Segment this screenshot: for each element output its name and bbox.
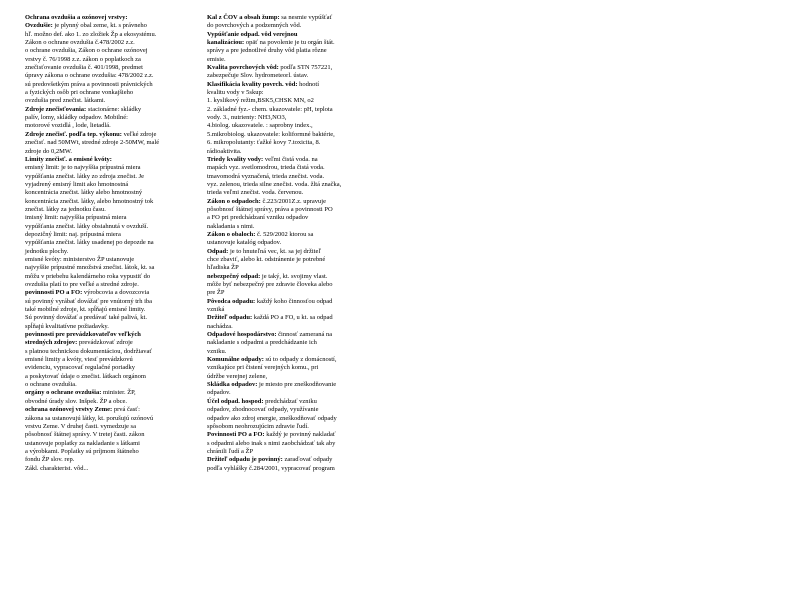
body-text: hľadiska ŽP bbox=[207, 264, 239, 272]
left-column-line bbox=[25, 465, 205, 473]
body-text: úpravy zákona o ochrane ovzdušia: 478/2002 z.z. bbox=[25, 72, 154, 80]
term-heading: povinnosti PO a FO: bbox=[25, 289, 83, 297]
left-text-column bbox=[25, 14, 205, 482]
body-text: pôsobnosť štátnej správy. V tretej časti. zákon bbox=[25, 431, 145, 439]
right-column-line bbox=[207, 72, 387, 80]
right-column-line bbox=[207, 273, 387, 281]
body-text: 6. mikropolutanty: ťažké kovy 7.toxicita, 8. bbox=[207, 139, 321, 147]
left-column-line bbox=[25, 331, 205, 339]
body-text: a výrobkami. Poplatky sú príjmom štátneho bbox=[25, 447, 139, 455]
left-column-line bbox=[25, 131, 205, 139]
left-column-line bbox=[25, 114, 205, 122]
body-text: predchádzať vzniku bbox=[263, 397, 317, 405]
right-column-line bbox=[207, 156, 387, 164]
left-column-line bbox=[25, 139, 205, 147]
body-text: prevádzkovať zdroje bbox=[77, 339, 133, 347]
left-column-line bbox=[25, 148, 205, 156]
body-text: je taký, kt. svojimy vlast. bbox=[260, 272, 328, 280]
body-text: spĺňajú kvalitatívne požiadavky. bbox=[25, 322, 109, 330]
body-text: Sú povinný dovážať a predávať také palivá, kt. bbox=[25, 314, 147, 322]
right-column-line bbox=[207, 47, 387, 55]
left-column-line bbox=[25, 223, 205, 231]
right-column-line bbox=[207, 406, 387, 414]
body-text: ustanovuje poplatky za nakladanie s látkami bbox=[25, 439, 140, 447]
left-column-line bbox=[25, 206, 205, 214]
body-text: chce zbaviť, alebo kt. odstránenie je potrebné bbox=[207, 255, 326, 263]
body-text: kvalitu vody v 5skup: bbox=[207, 89, 264, 97]
term-heading: Zákon o obaloch: bbox=[207, 230, 256, 238]
right-column-line bbox=[207, 131, 387, 139]
body-text: ovzdušia pred znečist. látkami. bbox=[25, 97, 106, 105]
body-text: vyz. zelenou, trieda silne znečist. voda. žltá značka, bbox=[207, 180, 342, 188]
body-text: fondu ŽP slov. rep. bbox=[25, 456, 75, 464]
term-heading: Zákon o odpadoch: bbox=[207, 197, 261, 205]
right-column-line bbox=[207, 381, 387, 389]
body-text: zákona sa ustanovujú látky, kt. porušujú ozónovú bbox=[25, 414, 154, 422]
right-column-line bbox=[207, 97, 387, 105]
term-heading: Ochrana ovzdušia a ozónovej vrstvy: bbox=[25, 14, 128, 21]
body-text: mapách vyz. svetlomodrou, trieda čistá voda. bbox=[207, 164, 325, 172]
left-column-line bbox=[25, 22, 205, 30]
left-column-line bbox=[25, 97, 205, 105]
right-column-line bbox=[207, 264, 387, 272]
body-text: správy a pre jednotlivé druhy vôd platia rôzne bbox=[207, 47, 327, 55]
left-column-line bbox=[25, 231, 205, 239]
right-column-line bbox=[207, 198, 387, 206]
left-column-line bbox=[25, 298, 205, 306]
right-column-line bbox=[207, 364, 387, 372]
right-column-line bbox=[207, 323, 387, 331]
body-text: Zákl. charakterist. vôd... bbox=[25, 464, 89, 472]
body-text: je plynný obal zeme, kt. s právneho bbox=[52, 22, 147, 30]
body-text: 4.biolog. ukazovatele. : saprobny index., bbox=[207, 122, 313, 130]
body-text: chránili ľudí a ŽP bbox=[207, 447, 254, 455]
body-text: Zákon o ochrane ovzdušia č.478/2002 z.z. bbox=[25, 39, 135, 47]
left-column-line bbox=[25, 122, 205, 130]
body-text: emisie. bbox=[207, 55, 226, 63]
term-heading: Klasifikácia kvality povrch. vôd: bbox=[207, 80, 298, 88]
body-text: nakladanie s odpadmi a predchádzanie ich bbox=[207, 339, 317, 347]
term-heading: Kal z ČOV a obsah žump: bbox=[207, 14, 280, 21]
right-column-line bbox=[207, 339, 387, 347]
term-heading: nebezpečný odpad: bbox=[207, 272, 261, 280]
right-column-line bbox=[207, 81, 387, 89]
body-text: výrobcovia a dovozcovia bbox=[82, 289, 150, 297]
body-text: podľa vyhlášky č.284/2001, vypracovať program bbox=[207, 464, 335, 472]
right-column-line bbox=[207, 356, 387, 364]
left-column-line bbox=[25, 81, 205, 89]
body-text: trieda veľmi znečist. voda. červenou. bbox=[207, 189, 304, 197]
body-text: emisné limity a kvóty, viesť prevádzkovú bbox=[25, 356, 133, 364]
body-text: podľa STN 757221, bbox=[278, 64, 333, 72]
body-text: do povrchových a podzemných vôd. bbox=[207, 22, 302, 30]
body-text: s platnou technickou dokumentáciou, dodržiavať bbox=[25, 347, 153, 355]
right-column-line bbox=[207, 164, 387, 172]
body-text: vrstvy č. 76/1998 z.z. zákon o poplatkoch za bbox=[25, 55, 141, 63]
body-text: 5.mikrobiolog. ukazovatele: koliformné baktérie, bbox=[207, 130, 335, 138]
body-text: každý koho činnosťou odpad bbox=[255, 297, 333, 305]
right-column-line bbox=[207, 448, 387, 456]
left-column-line bbox=[25, 281, 205, 289]
term-heading: Skládka odpadov: bbox=[207, 381, 258, 389]
right-column-line bbox=[207, 214, 387, 222]
left-column-line bbox=[25, 39, 205, 47]
left-column-line bbox=[25, 314, 205, 322]
body-text: tmavomodrá vyznačená, trieda znečist. voda. bbox=[207, 172, 325, 180]
left-column-line bbox=[25, 239, 205, 247]
body-text: č.223/2001Z.z. upravuje bbox=[260, 197, 326, 205]
body-text: a poskytovať údaje o znečist. látkach orgánom bbox=[25, 372, 146, 380]
left-column-line bbox=[25, 72, 205, 80]
term-heading: Limity znečisť. a emisné kvóty: bbox=[25, 155, 112, 163]
right-column-line bbox=[207, 248, 387, 256]
body-text: znečisť. nad 50MWt, stredné zdroje 2-50MW, malé bbox=[25, 139, 160, 147]
left-column-line bbox=[25, 89, 205, 97]
left-column-line bbox=[25, 440, 205, 448]
left-column-line bbox=[25, 248, 205, 256]
term-heading: Pôvodca odpadu: bbox=[207, 297, 256, 305]
left-column-line bbox=[25, 256, 205, 264]
right-column-line bbox=[207, 415, 387, 423]
right-column-line bbox=[207, 398, 387, 406]
body-text: hodnotí bbox=[297, 80, 320, 88]
left-column-line bbox=[25, 173, 205, 181]
term-heading: Zdroje znečisťovania: bbox=[25, 105, 87, 113]
body-text: emisný limit: je to najvyššia prípustná miera bbox=[25, 164, 141, 172]
term-heading: povinnosti pre prevádzkovateľov veľkých bbox=[25, 331, 141, 339]
body-text: je to hnuteľná vec, kt. sa jej držiteľ bbox=[228, 247, 321, 255]
body-text: vypúšťania znečist. látky zo zdroja znečist. Je bbox=[25, 172, 145, 180]
left-column-line bbox=[25, 389, 205, 397]
body-text: rádioaktivita. bbox=[207, 147, 242, 155]
left-column-line bbox=[25, 14, 205, 22]
left-column-line bbox=[25, 47, 205, 55]
term-heading: ochrana ozónovej vrstvy Zeme: bbox=[25, 406, 113, 414]
left-column-line bbox=[25, 423, 205, 431]
right-column-line bbox=[207, 31, 387, 39]
body-text: emisné kvóty: ministerstvo ŽP ustanovuje bbox=[25, 255, 135, 263]
body-text: ovzdušia platí to pre veľké a stredné zdroje. bbox=[25, 281, 139, 288]
body-text: prvá časť: bbox=[112, 406, 140, 414]
body-text: depozičný limit: naj. prípustná miera bbox=[25, 230, 121, 238]
left-column-line bbox=[25, 323, 205, 331]
body-text: motorové vozidlá , lode, lietadlá. bbox=[25, 122, 111, 130]
body-text: činnosť zameraná na bbox=[276, 331, 333, 339]
left-column-line bbox=[25, 456, 205, 464]
right-column-line bbox=[207, 440, 387, 448]
right-column-line bbox=[207, 298, 387, 306]
left-column-line bbox=[25, 189, 205, 197]
left-column-line bbox=[25, 306, 205, 314]
term-heading: Odpadové hospodárstvo: bbox=[207, 331, 277, 339]
body-text: hľ. možno def. ako 1. zo zložiek Žp a ekosystému. bbox=[25, 30, 157, 38]
body-text: môže byť nebezpečný pre zdravie človeka alebo bbox=[207, 281, 333, 288]
left-column-line bbox=[25, 406, 205, 414]
body-text: 2. základné fyz.- chem. ukazovatele: pH, teplota bbox=[207, 105, 333, 113]
body-text: vody. 3., nutrienty: NH3,NO3, bbox=[207, 114, 287, 122]
right-column-line bbox=[207, 114, 387, 122]
body-text: nakladania s nimi. bbox=[207, 222, 255, 230]
body-text: 1. kyslikový režim,BSK5,CHSK MN, o2 bbox=[207, 97, 314, 105]
body-text: nachádza. bbox=[207, 322, 233, 330]
body-text: vypúšťania znečist. látky usadenej po depozde na bbox=[25, 239, 154, 247]
right-column-line bbox=[207, 314, 387, 322]
body-text: koncentrácia znečist. látky, alebo hmotnostný tok bbox=[25, 197, 154, 205]
left-column-line bbox=[25, 289, 205, 297]
right-column-line bbox=[207, 231, 387, 239]
body-text: o ochrane ovzdušia. bbox=[25, 381, 77, 389]
right-column-line bbox=[207, 348, 387, 356]
body-text: vznikajúce pri čistení verejných komu., pri bbox=[207, 364, 319, 372]
body-text: jednotku plochy. bbox=[25, 247, 69, 255]
term-heading: Odpad: bbox=[207, 247, 229, 255]
body-text: pre ŽP bbox=[207, 289, 225, 297]
body-text: údržbe verejnej zelene, bbox=[207, 372, 268, 380]
term-heading: Vypúšťanie odpad. vôd verejnou bbox=[207, 30, 298, 38]
left-column-line bbox=[25, 181, 205, 189]
body-text: vzniká bbox=[207, 306, 225, 314]
right-column-line bbox=[207, 56, 387, 64]
body-text: sa nesmie vypúšťať bbox=[279, 14, 333, 21]
body-text: ustanovuje katalóg odpadov. bbox=[207, 239, 282, 247]
left-column-line bbox=[25, 448, 205, 456]
body-text: pôsobnosť štátnej správy, práva a povinnosti PO bbox=[207, 205, 333, 213]
right-column-line bbox=[207, 206, 387, 214]
right-column-line bbox=[207, 89, 387, 97]
term-heading: Kvalita povrchových vôd: bbox=[207, 64, 279, 72]
right-column-line bbox=[207, 122, 387, 130]
right-column-line bbox=[207, 281, 387, 289]
right-column-line bbox=[207, 106, 387, 114]
left-column-line bbox=[25, 398, 205, 406]
body-text: evidenciu, vypracovať regulačné poriadky bbox=[25, 364, 135, 372]
body-text: môžu v priebehu kalendárneho roka vypustiť do bbox=[25, 272, 151, 280]
left-column-line bbox=[25, 198, 205, 206]
body-text: o ochrane ovzdušia, Zákon o ochrane ozónovej bbox=[25, 47, 148, 55]
right-column-line bbox=[207, 289, 387, 297]
term-heading: Ovzdušie: bbox=[25, 22, 53, 30]
term-heading: stredných zdrojov: bbox=[25, 339, 78, 347]
right-column-line bbox=[207, 22, 387, 30]
left-column-line bbox=[25, 431, 205, 439]
body-text: každý je povinný nakladať bbox=[264, 431, 336, 439]
right-column-line bbox=[207, 223, 387, 231]
left-column-line bbox=[25, 156, 205, 164]
body-text: vyjadrený emisný limit ako hmotnostná bbox=[25, 180, 129, 188]
right-column-line bbox=[207, 173, 387, 181]
right-column-line bbox=[207, 431, 387, 439]
right-column-line bbox=[207, 306, 387, 314]
left-column-line bbox=[25, 348, 205, 356]
right-column-line bbox=[207, 148, 387, 156]
body-text: zaraďovať odpady bbox=[282, 456, 333, 464]
body-text: odpadov. bbox=[207, 389, 231, 397]
term-heading: Účel odpad. hospod: bbox=[207, 397, 264, 405]
body-text: stacionárne: skládky bbox=[86, 105, 142, 113]
body-text: č. 529/2002 ktorou sa bbox=[255, 230, 314, 238]
right-column-line bbox=[207, 239, 387, 247]
body-text: znečist. látky za jednotku času. bbox=[25, 205, 106, 213]
left-column-line bbox=[25, 214, 205, 222]
left-column-line bbox=[25, 373, 205, 381]
term-heading: orgány o ochrane ovzdušia: bbox=[25, 389, 102, 397]
term-heading: Zdroje znečisť. podľa tep. výkonu: bbox=[25, 130, 122, 138]
body-text: znečisťovanie ovzdušia č. 401/1998, predmet bbox=[25, 64, 143, 72]
right-column-line bbox=[207, 39, 387, 47]
term-heading: Komunálne odpady: bbox=[207, 356, 264, 364]
right-column-line bbox=[207, 389, 387, 397]
left-column-line bbox=[25, 164, 205, 172]
body-text: zdroje do 0,2MW. bbox=[25, 147, 73, 155]
right-column-line bbox=[207, 331, 387, 339]
left-column-line bbox=[25, 106, 205, 114]
right-column-line bbox=[207, 64, 387, 72]
body-text: vzniku. bbox=[207, 347, 227, 355]
body-text: imisný limit: najvyššia prípustná miera bbox=[25, 214, 127, 222]
body-text: opäť na povolenie je tu orgán štát. bbox=[244, 39, 335, 47]
body-text: minister. ŽP, bbox=[101, 389, 136, 397]
body-text: odpadov ako zdroj energie, zneškodňovať odpady bbox=[207, 414, 337, 422]
right-column-line bbox=[207, 423, 387, 431]
left-column-line bbox=[25, 364, 205, 372]
left-column-line bbox=[25, 31, 205, 39]
body-text: každá PO a FO, u kt. sa odpad bbox=[252, 314, 333, 322]
right-column-line bbox=[207, 189, 387, 197]
left-column-line bbox=[25, 56, 205, 64]
body-text: najvyššie prípustné množstvá znečist. látok, kt. sa bbox=[25, 264, 155, 272]
body-text: odpadov, zhodnocovať odpady, využívanie bbox=[207, 406, 319, 414]
body-text: vypúšťania znečist. látky obsiahnutá v ovzduší. bbox=[25, 222, 149, 230]
body-text: sú predovšetkým práva a povinnosti právnických bbox=[25, 80, 153, 88]
right-column-line bbox=[207, 181, 387, 189]
body-text: koncentrácia znečist. látky alebo hmotnostný bbox=[25, 189, 143, 197]
right-text-column bbox=[207, 14, 387, 472]
body-text: vrstvu Zeme. V druhej časti. vymedzuje sa bbox=[25, 422, 136, 430]
body-text: s odpadmi alebo inak s nimi zaobchádzať tak aby bbox=[207, 439, 336, 447]
body-text: a FO pri predchádzaní vzniku odpadov bbox=[207, 214, 309, 222]
term-heading: kanalizáciou: bbox=[207, 39, 245, 47]
right-column-line bbox=[207, 139, 387, 147]
right-column-line bbox=[207, 373, 387, 381]
term-heading: Držiteľ odpadu: bbox=[207, 314, 253, 322]
left-column-line bbox=[25, 273, 205, 281]
term-heading: Triedy kvality vody: bbox=[207, 155, 264, 163]
body-text: a fyzických osôb pri ochrane vonkajšieho bbox=[25, 89, 134, 97]
body-text: obvodné úrady slov. Inšpek. ŽP a obce. bbox=[25, 397, 128, 405]
right-column-line bbox=[207, 465, 387, 473]
body-text: veľké zdroje bbox=[121, 130, 157, 138]
term-heading: Povinnosti PO a FO: bbox=[207, 431, 265, 439]
body-text: je miesto pre zneškodňovanie bbox=[257, 381, 337, 389]
left-column-line bbox=[25, 339, 205, 347]
body-text: sú povinný vyrábať dovážať pre vnútorný trh iba bbox=[25, 297, 153, 305]
body-text: sú to odpady z domácností, bbox=[263, 356, 337, 364]
body-text: zabezpečuje Slov. hydrometeorl. ústav. bbox=[207, 72, 309, 80]
body-text: také mobilné zdroje, kt. spĺňajú emisné limity. bbox=[25, 306, 146, 314]
body-text: veľmi čistá voda. na bbox=[263, 155, 318, 163]
left-column-line bbox=[25, 356, 205, 364]
left-column-line bbox=[25, 415, 205, 423]
term-heading: Držiteľ odpadu je povinný: bbox=[207, 456, 283, 464]
body-text: spôsobom neohrozujúcim zdravie ľudí. bbox=[207, 422, 309, 430]
right-column-line bbox=[207, 456, 387, 464]
left-column-line bbox=[25, 64, 205, 72]
left-column-line bbox=[25, 264, 205, 272]
right-column-line bbox=[207, 14, 387, 22]
body-text: palív, lomy, skládky odpadov. Mobilné: bbox=[25, 114, 128, 122]
